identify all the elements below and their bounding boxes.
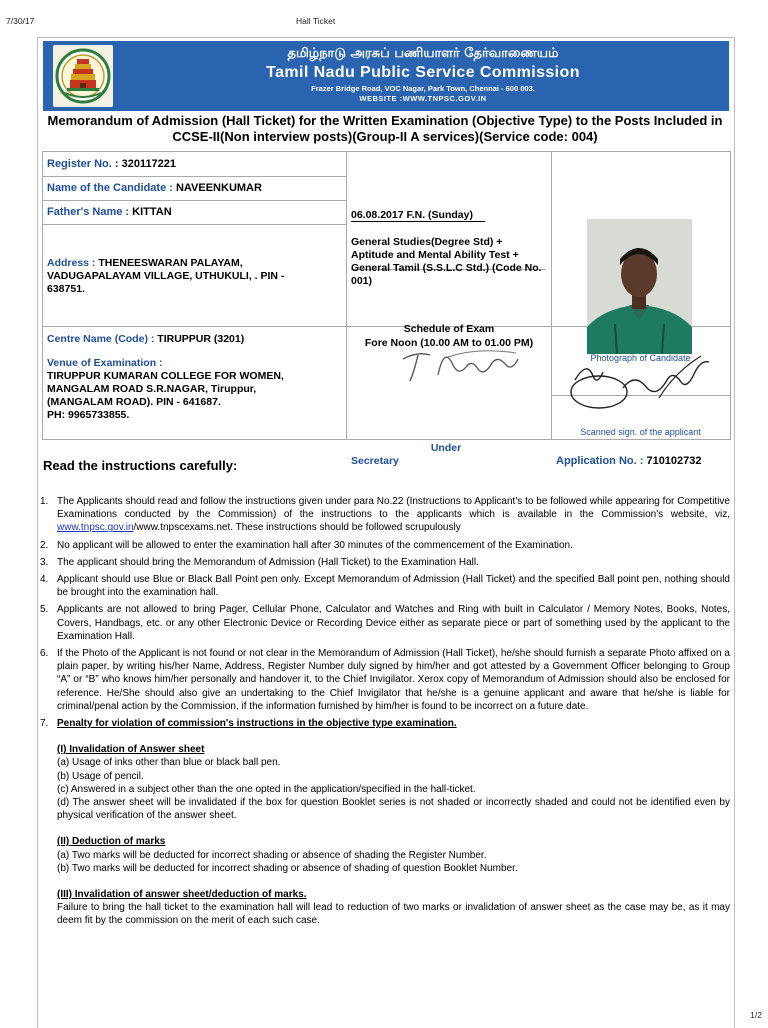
instructions-heading: Read the instructions carefully: — [43, 458, 238, 473]
application-value: 710102732 — [646, 455, 702, 467]
father-label: Father's Name : — [47, 206, 130, 218]
penalty-3-title: (III) Invalidation of answer sheet/deduction of marks. — [57, 889, 307, 901]
name-row — [47, 182, 342, 194]
memo-title: Memorandum of Admission (Hall Ticket) for the Written Examination (Objective Type) to the Posts Included in CCSE-II(Non interview posts)(Group-II A services)(Service code: 004) — [47, 113, 723, 144]
penalty-section-1: (I) Invalidation of Answer sheet (a) Usage of inks other than blue or black ball pen. (b) Usage of pencil. (c) Answered in a subject other than the one opted in the application/specified in the hall-ticket. (d) The answer sheet will be invalidated if the box for question Booklet series is not shaded or incorrectly shaded and could not be identified even by physical verification of the answer sheet. — [57, 744, 730, 822]
instruction-item: 2. No applicant will be allowed to enter the examination hall after 30 minutes of the commencement of the Examination. — [40, 539, 573, 551]
centre-row — [47, 333, 342, 346]
header-banner — [43, 41, 729, 111]
tnpsc-website-link[interactable]: www.tnpsc.gov.in — [57, 522, 134, 534]
tn-emblem-icon — [53, 45, 113, 107]
instruction-item: 6. If the Photo of the Applicant is not found or not clear in the Memorandum of Admission (Hall Ticket), he/she should furnish a separate Photo affixed on a plain paper, by writing his/her Name, Address, Register Number duly signed by him/her and got attested by a Government Officer belonging to Group “A” or “B” who knows him/her personally and handover it, to the Chief Invigilator. Xerox copy of Memorandum of Admission should also be enclosed for reference. He/She should also give an undertaking to the Chief Invigilator that he/she is a genuine applicant and aware that he/she is liable for criminal/penal action by the Commission, if the information furnished by him/her is found to be incorrect on a future date. — [40, 648, 730, 712]
address-value: THENEESWARAN PALAYAM, VADUGAPALAYAM VILLAGE, UTHUKULI, . PIN - 638751. — [47, 257, 285, 295]
banner-title-tamil: தமிழ்நாடு அரசுப் பணியாளர் தேர்வாணையம் — [287, 46, 559, 61]
instruction-item: 7. Penalty for violation of commission's instructions in the objective type examination. (I) Invalidation of Answer sheet (a) Usage of inks other than blue or black ball pen. (b) Usage of pencil. (c) Answered in a subject other than the one opted in the application/specified in the hall-ticket. (d) The answer sheet will be invalidated if the box for question Booklet series is not shaded or incorrectly shaded and could not be identified even by physical verification of the answer sheet. (II) Deduction of marks (a) Two marks will be deducted for incorrect shading or absence of shading the Register Number. (b) Two marks will be deducted for incorrect shading or absence of shading of question Booklet Number. (III) Invalidation of answer sheet/deduction of marks. Failure to bring the hall ticket to the examination hall will lead to reduction of two marks or invalidation of answer sheet as the case may be, as it may deem fit by the commission on the merit of each such case. — [40, 718, 730, 927]
instruction-item: 4. Applicant should use Blue or Black Ball Point pen only. Except Memorandum of Admission (Hall Ticket) and the specified Ball point pen, nothing should be brought into the examination hall. — [40, 574, 730, 599]
secretary-label: Secretary — [351, 455, 399, 467]
banner-address: Frazer Bridge Road, VOC Nagar, Park Town, Chennai - 600 003. — [311, 84, 535, 93]
venue-block — [47, 357, 315, 422]
venue-phone: PH: 9965733855. — [47, 409, 130, 421]
address-block — [47, 257, 315, 296]
instruction-item: 1. The Applicants should read and follow the instructions given under para No.22 (Instructions to Applicant's to be followed while appearing for Competitive Examinations conducted by the Commission) of the instructions to the applicants which is available in the Commission's website, viz, www.tnpsc.gov.in/www.tnpscexams.net. These instructions should be followed scrupulously — [40, 496, 730, 534]
banner-website: WEBSITE :WWW.TNPSC.GOV.IN — [359, 94, 487, 103]
penalty-section-3: (III) Invalidation of answer sheet/deduction of marks. Failure to bring the hall ticket to the examination hall will lead to reduction of two marks or invalidation of answer sheet as the case may be, as it may deem fit by the commission on the merit of each such case. — [57, 889, 730, 927]
print-date: 7/30/17 — [6, 16, 35, 26]
instructions-list — [38, 495, 730, 932]
banner-title-english: Tamil Nadu Public Service Commission — [266, 64, 580, 81]
photo-caption: Photograph of Candidate — [590, 353, 691, 363]
application-label: Application No. : — [556, 455, 644, 467]
schedule-time: Fore Noon (10.00 AM to 01.00 PM) — [364, 337, 534, 349]
penalty-2-title: (II) Deduction of marks — [57, 836, 166, 848]
applicant-signature — [563, 332, 713, 414]
address-label: Address : — [47, 257, 96, 269]
print-title: Hall Ticket — [296, 16, 336, 26]
centre-value: TIRUPPUR (3201) — [157, 333, 245, 345]
secretary-under: Under — [430, 442, 462, 454]
page-number: 1/2 — [750, 1010, 762, 1020]
application-row — [556, 455, 726, 467]
name-value: NAVEENKUMAR — [175, 182, 262, 194]
instruction-item: 5. Applicants are not allowed to bring Pager, Cellular Phone, Calculator and Watches and Ring with built in Calculator / Memory Notes, Books, Notes, Covers, Handbags, etc. or any other Electronic Device or Recording Device either as separate piece or part of something used by the applicant to the Examination Hall. — [40, 604, 730, 642]
register-value: : 320117221 — [114, 158, 177, 170]
venue-label: Venue of Examination : — [47, 357, 163, 369]
register-label: Register No. — [47, 158, 112, 170]
penalty-1-title: (I) Invalidation of Answer sheet — [57, 744, 205, 756]
schedule-label: Schedule of Exam — [403, 323, 495, 335]
centre-label: Centre Name (Code) : — [47, 333, 155, 345]
applicant-sign-caption: Scanned sign. of the applicant — [580, 427, 701, 437]
hall-ticket — [37, 37, 735, 1028]
penalty-section-2: (II) Deduction of marks (a) Two marks will be deducted for incorrect shading or absence of shading the Register Number. (b) Two marks will be deducted for incorrect shading or absence of shading of question Booklet Number. — [57, 835, 730, 875]
venue-value: TIRUPPUR KUMARAN COLLEGE FOR WOMEN, MANGALAM ROAD S.R.NAGAR, Tiruppur, (MANGALAM ROAD). PIN - 641687. — [47, 370, 284, 408]
father-value: KITTAN — [132, 206, 172, 218]
secretary-signature — [388, 337, 528, 395]
exam-date: 06.08.2017 F.N. (Sunday) — [351, 209, 473, 221]
name-label: Name of the Candidate : — [47, 182, 173, 194]
instruction-item: 3. The applicant should bring the Memorandum of Admission (Hall Ticket) to the Examination Hall. — [40, 556, 479, 568]
register-row — [47, 158, 342, 170]
exam-subject: General Studies(Degree Std) + Aptitude and Mental Ability Test + General Tamil (S.S.L.C Std.) (Code No. 001) — [351, 236, 542, 287]
father-row — [47, 206, 342, 218]
